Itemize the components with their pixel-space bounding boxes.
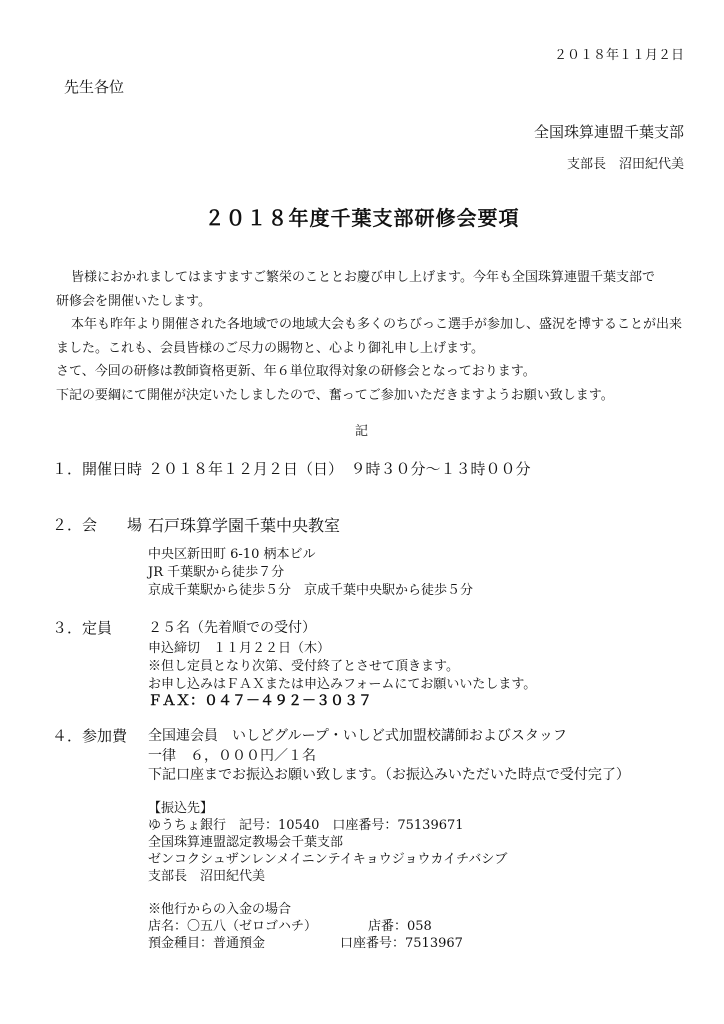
sender-organization: 全国珠算連盟千葉支部 [533, 123, 684, 141]
venue-access: 京成千葉駅から徒歩５分 京成千葉中央駅から徒歩５分 [148, 583, 474, 598]
item-fee-label: ４．参加費 [52, 727, 128, 745]
intro-line: 研修会を開催いたします。 [56, 294, 211, 309]
account-type: 預金種目：普通預金 [148, 936, 266, 951]
ki-heading: 記 [355, 424, 369, 439]
bank-line: 支部長 沼田紀代美 [148, 869, 266, 884]
item-capacity-label: ３．定員 [52, 619, 113, 637]
venue-access: JR 千葉駅から徒歩７分 [148, 565, 285, 580]
intro-line: さて、今回の研修は教師資格更新、年６単位取得対象の研修会となっております。 [56, 364, 536, 379]
item-capacity-value: ２５名（先着順での受付） [148, 620, 316, 636]
item-date-label: １．開催日時 [52, 460, 143, 478]
application-deadline: 申込締切 １１月２２日（木） [148, 641, 331, 656]
item-venue-label: ２．会 場 [52, 516, 143, 534]
fee-note: 下記口座までお振込お願い致します。（お振込みいただいた時点で受付完了） [148, 767, 630, 783]
item-date-value: ２０１８年１２月２日（日） ９時３０分～１３時００分 [148, 460, 531, 478]
application-method: お申し込みはＦＡＸまたは申込みフォームにてお願いいたします。 [148, 677, 537, 692]
addressee: 先生各位 [64, 78, 125, 96]
bank-line: ゼンコクシュザンレンメイニンテイキョウジョウカイチバシブ [148, 852, 508, 867]
intro-line: 本年も昨年より開催された各地域での地域大会も多くのちびっこ選手が参加し、盛況を博することが出来 [71, 317, 683, 332]
item-venue-name: 石戸珠算学園千葉中央教室 [148, 516, 341, 535]
branch-number: 店番：058 [368, 919, 432, 934]
venue-address: 中央区新田町 6-10 柄本ビル [148, 547, 316, 562]
fee-target: 全国連会員 いしどグループ・いしど式加盟校講師およびスタッフ [148, 728, 567, 744]
fee-amount: 一律 ６，０００円／１名 [148, 748, 316, 764]
intro-line: 皆様におかれましてはますますご繁栄のこととお慶び申し上げます。今年も全国珠算連盟千葉支部で [71, 270, 655, 285]
bank-line: 全国珠算連盟認定教場会千葉支部 [148, 835, 344, 850]
account-number: 口座番号：7513967 [340, 936, 463, 951]
sender-person: 支部長 沼田紀代美 [566, 157, 684, 172]
capacity-note: ※但し定員となり次第、受付終了とさせて頂きます。 [148, 659, 459, 674]
intro-line: 下記の要綱にて開催が決定いたしましたので、奮ってご参加いただきますようお願い致します。 [56, 388, 614, 403]
bank-heading: 【振込先】 [148, 801, 214, 816]
document-title: ２０１８年度千葉支部研修会要項 [204, 206, 520, 230]
document-date: ２０１８年１１月２日 [553, 48, 684, 63]
branch-name: 店名：〇五八（ゼロゴハチ） [148, 919, 318, 934]
intro-line: ました。これも、会員皆様のご尽力の賜物と、心より御礼申し上げます。 [56, 341, 484, 356]
fax-number: ＦＡＸ：０４７－４９２－３０３７ [148, 693, 372, 709]
bank-line: ゆうちょ銀行 記号：10540 口座番号：75139671 [148, 818, 464, 833]
other-bank-heading: ※他行からの入金の場合 [148, 902, 292, 917]
